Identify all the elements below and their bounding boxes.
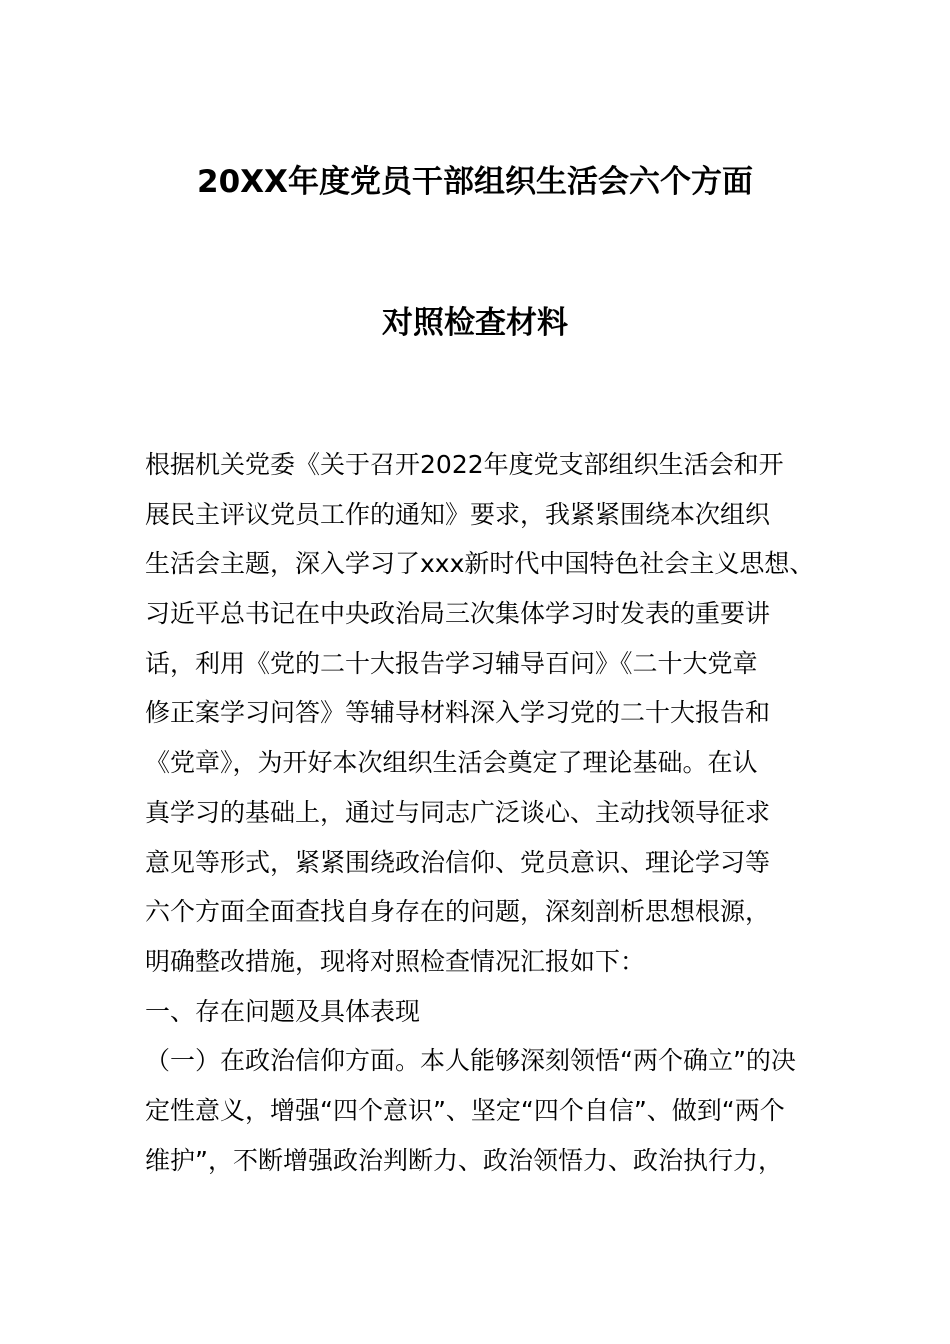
document-title-line-1: 20XX年度党员干部组织生活会六个方面: [197, 164, 753, 200]
document-body: [145, 440, 825, 1185]
body-line: 明确整改措施，现将对照检查情况汇报如下：: [145, 946, 646, 976]
body-line: 真学习的基础上，通过与同志广泛谈心、主动找领导征求: [145, 797, 771, 827]
body-line: 生活会主题，深入学习了xxx新时代中国特色社会主义思想、: [145, 549, 815, 579]
body-line: 六个方面全面查找自身存在的问题，深刻剖析思想根源，: [145, 897, 771, 927]
body-line: 定性意义，增强“四个意识”、坚定“四个自信”、做到“两个: [145, 1095, 785, 1125]
body-line: （一）在政治信仰方面。本人能够深刻领悟“两个确立”的决: [145, 1046, 796, 1076]
body-line: 《党章》，为开好本次组织生活会奠定了理论基础。在认: [145, 748, 758, 778]
body-line: 习近平总书记在中央政治局三次集体学习时发表的重要讲: [145, 599, 771, 629]
body-line: 意见等形式，紧紧围绕政治信仰、党员意识、理论学习等: [145, 847, 771, 877]
body-line: 话，利用《党的二十大报告学习辅导百问》《二十大党章: [145, 648, 758, 678]
body-line: 维护”，不断增强政治判断力、政治领悟力、政治执行力，: [145, 1145, 783, 1175]
document-title-line-2: 对照检查材料: [382, 305, 568, 341]
section-heading: 一、存在问题及具体表现: [145, 996, 421, 1026]
body-line: 修正案学习问答》等辅导材料深入学习党的二十大报告和: [145, 698, 771, 728]
body-line: 展民主评议党员工作的通知》要求，我紧紧围绕本次组织: [145, 499, 771, 529]
body-line: 根据机关党委《关于召开2022年度党支部组织生活会和开: [145, 450, 784, 479]
